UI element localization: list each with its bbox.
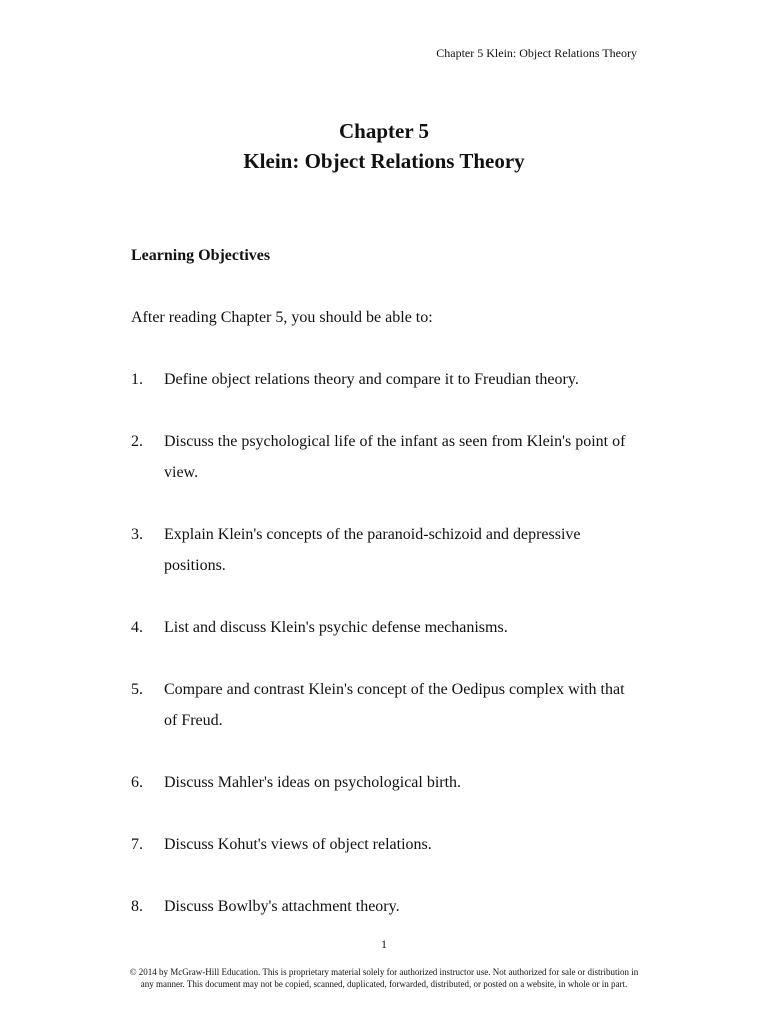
objective-text: Define object relations theory and compare it to Freudian theory. — [164, 371, 579, 388]
objective-item — [131, 612, 641, 643]
objective-item — [131, 364, 641, 395]
chapter-name: Klein: Object Relations Theory — [243, 149, 525, 173]
objective-item — [131, 426, 641, 488]
objective-number: 7. — [131, 836, 143, 853]
objective-text: Discuss the psychological life of the infant as seen from Klein's point of view. — [164, 433, 626, 481]
chapter-number: Chapter 5 — [338, 119, 430, 143]
objective-text: Explain Klein's concepts of the paranoid-schizoid and depressive positions. — [164, 526, 581, 574]
running-header: Chapter 5 Klein: Object Relations Theory — [436, 46, 637, 60]
objective-number: 6. — [131, 774, 143, 791]
objective-item — [131, 519, 641, 581]
page-number: 1 — [381, 937, 387, 951]
objective-number: 5. — [131, 681, 143, 698]
intro-text: After reading Chapter 5, you should be able to: — [131, 309, 433, 326]
objective-item — [131, 829, 641, 860]
objective-text: List and discuss Klein's psychic defense mechanisms. — [164, 619, 508, 636]
learning-objectives-heading: Learning Objectives — [131, 247, 271, 264]
copyright-notice: © 2014 by McGraw-Hill Education. This is proprietary material solely for authorized instructor use. Not authorized for sale or distribution in any manner. This document may not be copied, scanned, duplicated, forwarded, distributed, or posted on a website, in whole or in part. — [129, 967, 639, 989]
objective-item — [131, 674, 641, 736]
objective-text: Compare and contrast Klein's concept of the Oedipus complex with that of Freud. — [164, 681, 625, 729]
objective-text: Discuss Mahler's ideas on psychological birth. — [164, 774, 462, 791]
objective-number: 4. — [131, 619, 143, 636]
objective-item — [131, 891, 641, 922]
objective-item — [131, 767, 641, 798]
objective-text: Discuss Kohut's views of object relations. — [164, 836, 432, 853]
chapter-title — [0, 116, 768, 176]
objective-number: 2. — [131, 433, 143, 450]
objective-number: 8. — [131, 898, 143, 915]
objective-text: Discuss Bowlby's attachment theory. — [164, 898, 400, 915]
objective-number: 1. — [131, 371, 143, 388]
objective-number: 3. — [131, 526, 143, 543]
